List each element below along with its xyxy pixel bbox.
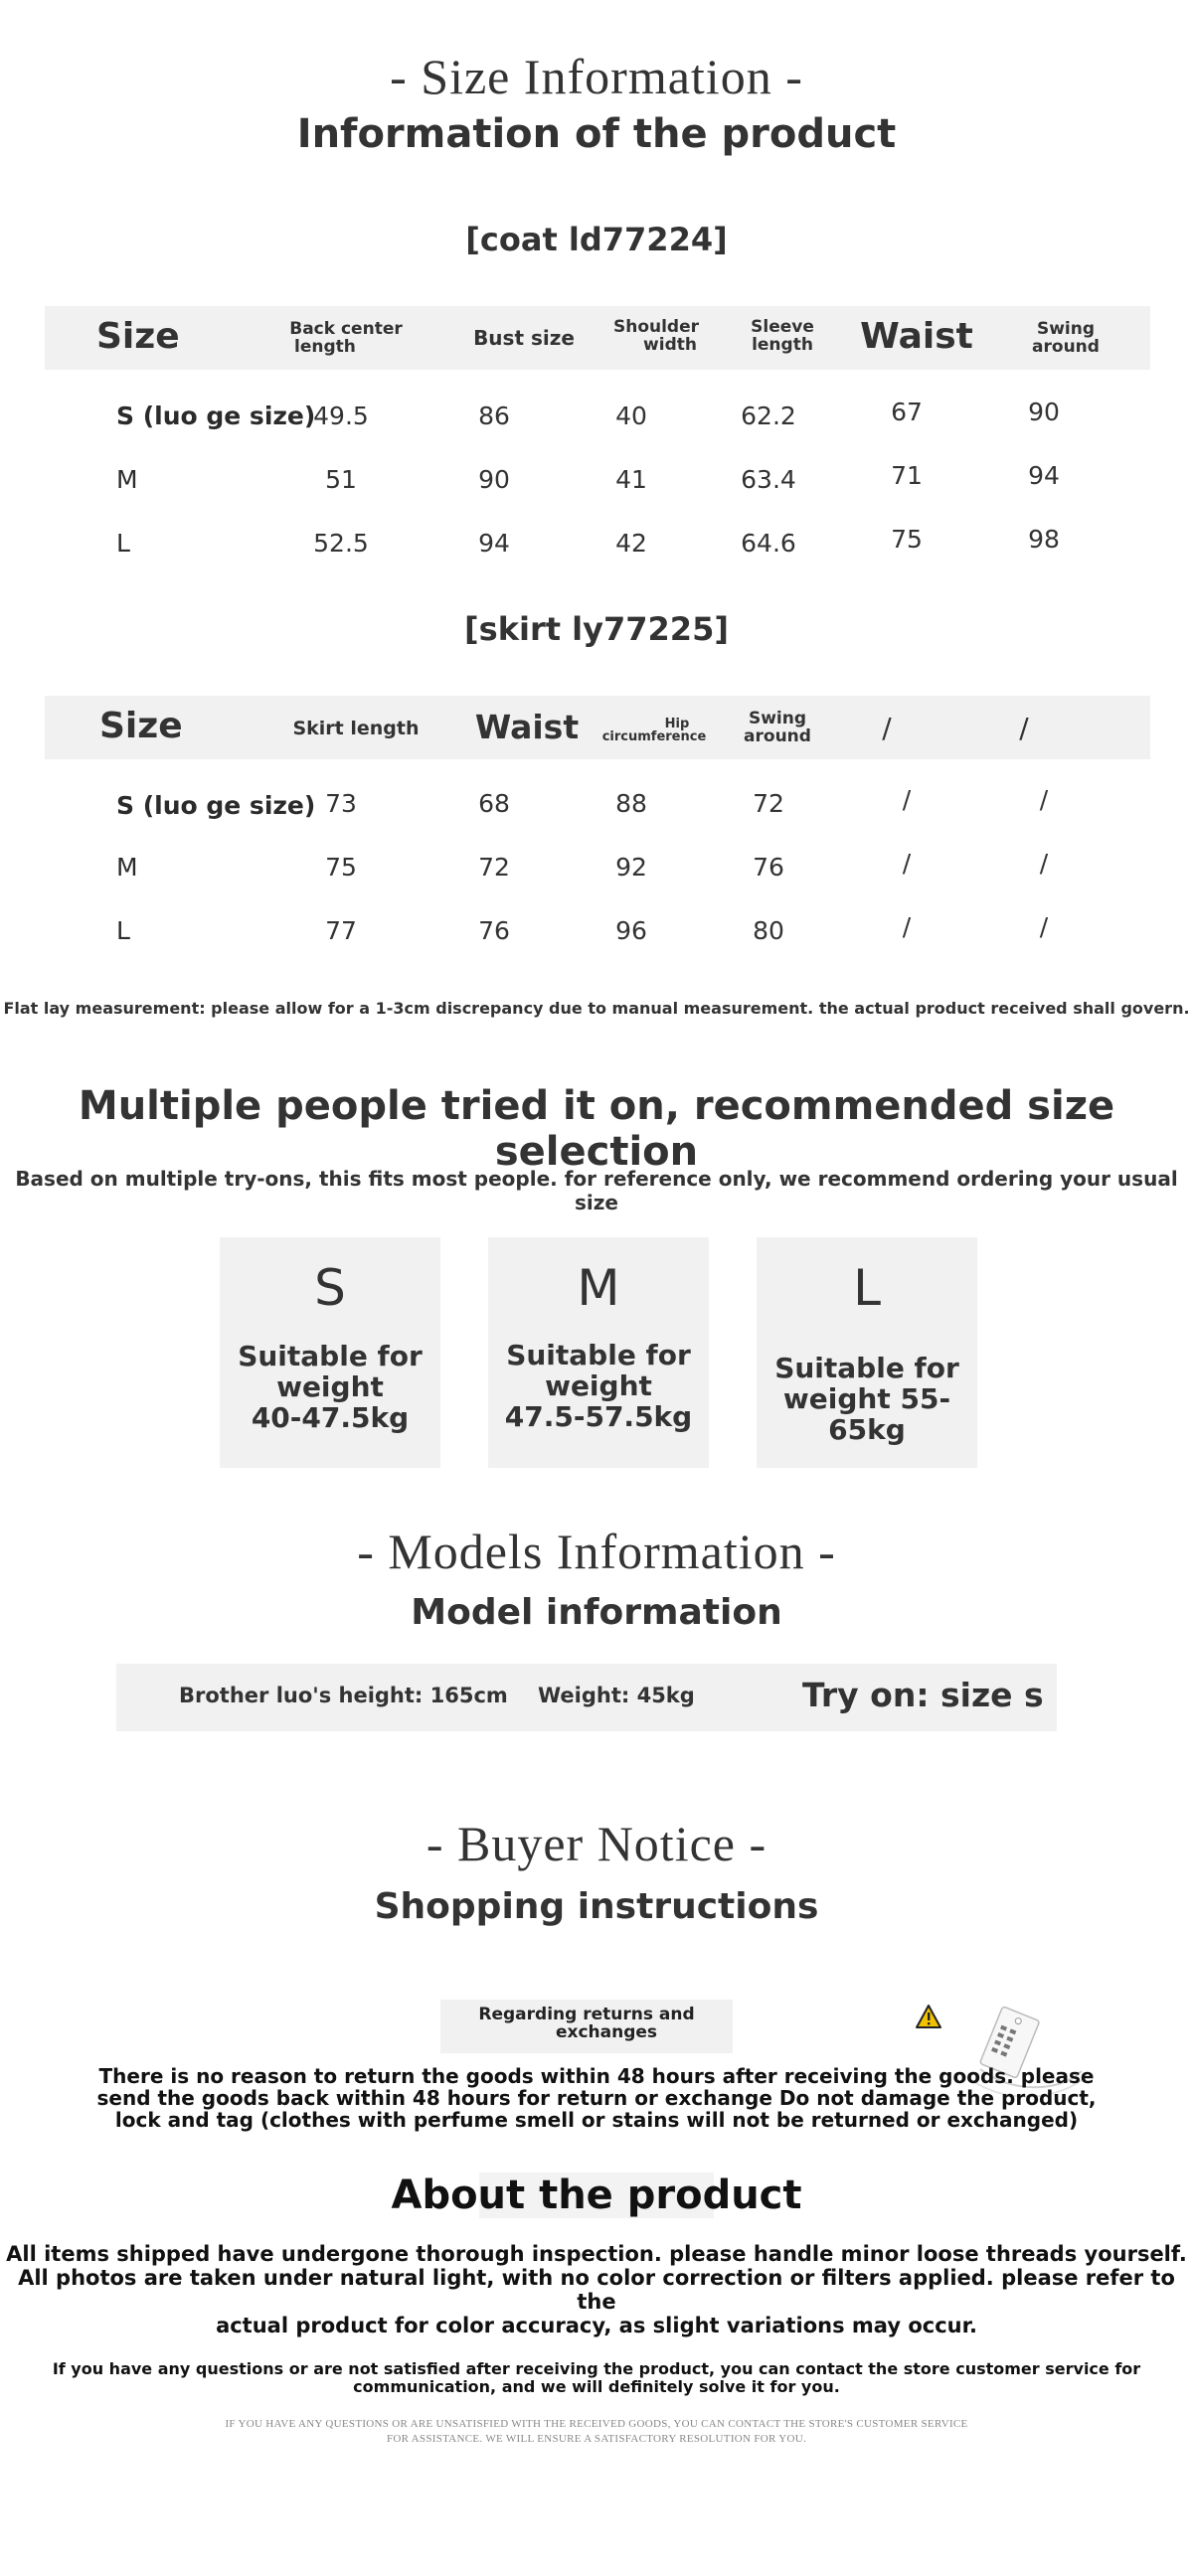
model-info-bar bbox=[116, 1664, 1057, 1731]
coat-cell-shoulder: 40 bbox=[615, 402, 647, 430]
buyer-subtitle: Shopping instructions bbox=[374, 1886, 819, 1927]
coat-header-sleeve-line2: length bbox=[752, 335, 813, 355]
coat-header-sleeve bbox=[733, 318, 832, 354]
coat-header-shoulder-line2: width bbox=[643, 335, 697, 355]
model-try-on: Try on: size s bbox=[802, 1676, 1044, 1714]
coat-cell-swing: 94 bbox=[1028, 461, 1060, 490]
coat-header-shoulder bbox=[587, 318, 726, 354]
size-card-letter: M bbox=[577, 1259, 620, 1317]
contact-caps-line1: IF YOU HAVE ANY QUESTIONS OR ARE UNSATISFIED WITH THE RECEIVED GOODS, YOU CAN CONTACT THE STORE'S CUSTOMER SERVICE bbox=[225, 2418, 968, 2430]
size-section-title: - Size Information - bbox=[390, 49, 803, 104]
skirt-header-col7: / bbox=[1019, 712, 1029, 744]
skirt-header-waist: Waist bbox=[474, 708, 580, 746]
skirt-header-size: Size bbox=[99, 706, 183, 746]
skirt-table-header bbox=[45, 696, 1150, 759]
size-card-desc-line1: Suitable for bbox=[238, 1340, 423, 1372]
skirt-cell-swing: 80 bbox=[753, 916, 784, 945]
returns-heading bbox=[440, 2000, 733, 2053]
coat-heading: [coat ld77224] bbox=[465, 221, 728, 258]
recommend-title: Multiple people tried it on, recommended size selection bbox=[78, 1083, 1115, 1175]
coat-cell-shoulder: 42 bbox=[615, 529, 647, 558]
skirt-cell-waist: 72 bbox=[478, 853, 510, 882]
size-card-desc bbox=[488, 1340, 709, 1432]
contact-line1: If you have any questions or are not satisfied after receiving the product, you can contact the store customer service for bbox=[52, 2359, 1141, 2378]
size-card-l bbox=[757, 1237, 977, 1468]
coat-header-bust: Bust size bbox=[473, 326, 575, 350]
size-card-desc bbox=[757, 1353, 977, 1445]
size-card-desc-line2: weight bbox=[276, 1370, 384, 1403]
coat-table-header bbox=[45, 306, 1150, 370]
size-card-desc-line1: Suitable for bbox=[506, 1339, 691, 1371]
coat-cell-swing: 98 bbox=[1028, 525, 1060, 554]
recommend-subtitle: Based on multiple try-ons, this fits most people. for reference only, we recommend ordering your usual size bbox=[15, 1167, 1178, 1214]
coat-header-back-center bbox=[286, 320, 406, 356]
models-subtitle: Model information bbox=[411, 1592, 782, 1633]
size-card-m bbox=[488, 1237, 709, 1468]
size-card-desc-line1: Suitable for bbox=[774, 1352, 959, 1384]
buyer-title: - Buyer Notice - bbox=[426, 1816, 767, 1871]
skirt-header-hip-line2: circumference bbox=[601, 729, 707, 744]
size-card-desc-line3: 40-47.5kg bbox=[251, 1401, 410, 1434]
coat-cell-bust: 90 bbox=[478, 465, 510, 494]
about-line3: actual product for color accuracy, as slight variations may occur. bbox=[216, 2314, 977, 2337]
skirt-header-swing-line1: Swing bbox=[748, 709, 807, 728]
coat-cell-swing: 90 bbox=[1028, 398, 1060, 426]
contact-caps-line2: FOR ASSISTANCE. WE WILL ENSURE A SATISFACTORY RESOLUTION FOR YOU. bbox=[386, 2433, 807, 2445]
coat-header-size: Size bbox=[96, 316, 180, 357]
skirt-row-size: M bbox=[116, 853, 138, 882]
returns-heading-line1: Regarding returns and bbox=[478, 2005, 695, 2024]
skirt-cell-length: 75 bbox=[325, 853, 357, 882]
coat-cell-bust: 94 bbox=[478, 529, 510, 558]
warning-icon bbox=[917, 2006, 940, 2027]
coat-header-sleeve-line1: Sleeve bbox=[751, 317, 814, 337]
about-title-wrap bbox=[0, 2173, 1193, 2222]
skirt-header-hip-line1: Hip bbox=[664, 717, 690, 731]
skirt-cell-swing: 72 bbox=[753, 789, 784, 818]
coat-header-back-center-line1: Back center bbox=[289, 319, 403, 339]
coat-row-size: L bbox=[116, 529, 130, 558]
size-card-s bbox=[220, 1237, 440, 1468]
coat-cell-bust: 86 bbox=[478, 402, 510, 430]
size-card-desc-line3: 47.5-57.5kg bbox=[504, 1400, 693, 1433]
skirt-header-skirt-length: Skirt length bbox=[292, 718, 420, 739]
coat-cell-waist: 67 bbox=[891, 398, 923, 426]
skirt-cell-col7: / bbox=[1039, 849, 1049, 878]
size-card-letter: S bbox=[314, 1259, 346, 1317]
coat-cell-sleeve: 62.2 bbox=[741, 402, 796, 430]
skirt-cell-hip: 92 bbox=[615, 853, 647, 882]
skirt-cell-swing: 76 bbox=[753, 853, 784, 882]
coat-cell-sleeve: 64.6 bbox=[741, 529, 796, 558]
coat-cell-shoulder: 41 bbox=[615, 465, 647, 494]
coat-header-swing-line2: around bbox=[1032, 337, 1100, 357]
skirt-header-swing bbox=[713, 710, 842, 745]
contact-text bbox=[0, 2360, 1193, 2396]
coat-header-shoulder-line1: Shoulder bbox=[612, 317, 700, 337]
measurement-note: Flat lay measurement: please allow for a 1-3cm discrepancy due to manual measurement. the actual product received shall govern. bbox=[3, 999, 1190, 1018]
coat-header-waist: Waist bbox=[860, 316, 973, 357]
skirt-cell-length: 73 bbox=[325, 789, 357, 818]
skirt-cell-hip: 96 bbox=[615, 916, 647, 945]
skirt-cell-hip: 88 bbox=[615, 789, 647, 818]
skirt-cell-col7: / bbox=[1039, 785, 1049, 814]
returns-heading-line2: exchanges bbox=[555, 2022, 658, 2042]
skirt-heading: [skirt ly77225] bbox=[464, 610, 729, 648]
returns-policy-line1: There is no reason to return the goods within 48 hours after receiving the goods. please bbox=[98, 2064, 1095, 2088]
skirt-cell-col7: / bbox=[1039, 912, 1049, 941]
coat-cell-back-center: 51 bbox=[325, 465, 357, 494]
contact-line2: communication, and we will definitely solve it for you. bbox=[353, 2377, 840, 2396]
about-line1: All items shipped have undergone thorough inspection. please handle minor loose threads yourself. bbox=[6, 2242, 1187, 2266]
coat-row-size: S (luo ge size) bbox=[116, 402, 316, 430]
model-height: Brother luo's height: 165cm bbox=[179, 1684, 508, 1707]
skirt-cell-col6: / bbox=[902, 849, 912, 878]
about-text bbox=[0, 2242, 1193, 2337]
skirt-header-swing-line2: around bbox=[744, 726, 811, 746]
coat-header-swing bbox=[1011, 320, 1120, 356]
about-line2: All photos are taken under natural light, with no color correction or filters applied. please refer to the bbox=[18, 2266, 1175, 2314]
size-card-desc bbox=[220, 1341, 440, 1433]
coat-header-back-center-line2: length bbox=[294, 337, 356, 357]
skirt-cell-waist: 68 bbox=[478, 789, 510, 818]
skirt-row-size: L bbox=[116, 916, 130, 945]
coat-cell-back-center: 52.5 bbox=[313, 529, 369, 558]
coat-cell-waist: 71 bbox=[891, 461, 923, 490]
skirt-cell-col6: / bbox=[902, 785, 912, 814]
models-title: - Models Information - bbox=[357, 1524, 836, 1579]
skirt-header-col6: / bbox=[882, 712, 892, 744]
returns-policy-text bbox=[0, 2065, 1193, 2131]
coat-header-swing-line1: Swing bbox=[1036, 319, 1096, 339]
skirt-cell-col6: / bbox=[902, 912, 912, 941]
skirt-cell-length: 77 bbox=[325, 916, 357, 945]
returns-policy-line2: send the goods back within 48 hours for return or exchange Do not damage the product, bbox=[96, 2086, 1097, 2110]
size-card-letter: L bbox=[853, 1259, 881, 1317]
returns-policy-line3: lock and tag (clothes with perfume smell or stains will not be returned or exchanged) bbox=[114, 2108, 1079, 2132]
size-card-desc-line2: weight 55-65kg bbox=[782, 1382, 951, 1446]
skirt-row-size: S (luo ge size) bbox=[116, 791, 316, 820]
model-weight: Weight: 45kg bbox=[538, 1684, 695, 1707]
coat-row-size: M bbox=[116, 465, 138, 494]
about-title: About the product bbox=[387, 2173, 805, 2218]
size-card-desc-line2: weight bbox=[545, 1369, 652, 1402]
coat-cell-waist: 75 bbox=[891, 525, 923, 554]
coat-cell-sleeve: 63.4 bbox=[741, 465, 796, 494]
size-section-subtitle: Information of the product bbox=[296, 111, 897, 157]
skirt-cell-waist: 76 bbox=[478, 916, 510, 945]
coat-cell-back-center: 49.5 bbox=[313, 402, 369, 430]
contact-caps-text bbox=[0, 2417, 1193, 2447]
